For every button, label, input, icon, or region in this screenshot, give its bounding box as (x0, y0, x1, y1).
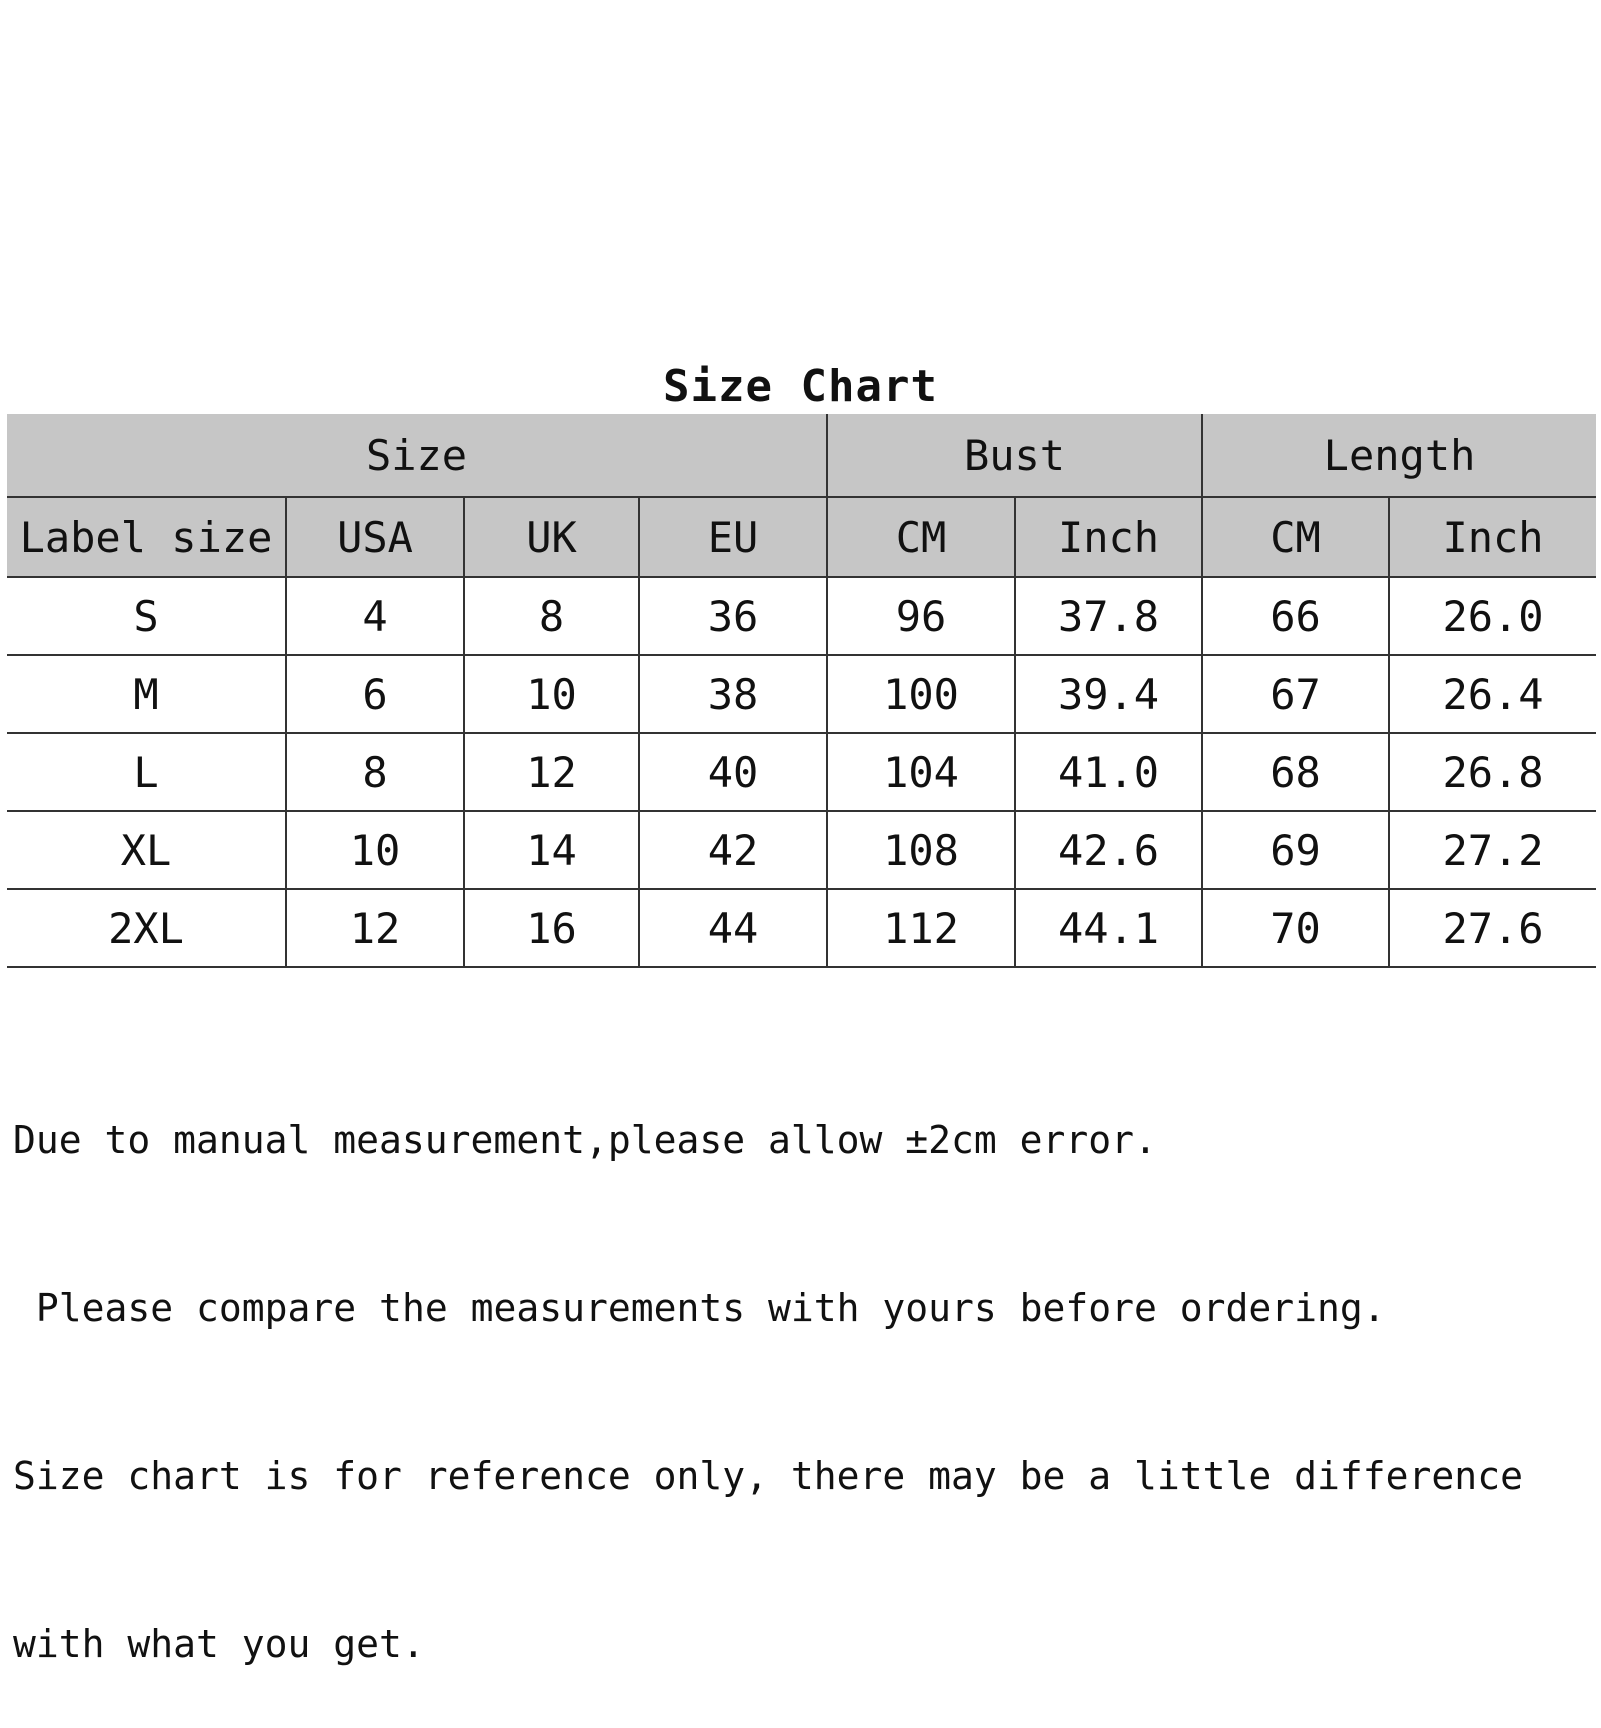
cell-bust-inch: 44.1 (1015, 889, 1202, 967)
cell-eu: 42 (639, 811, 827, 889)
group-header-bust: Bust (827, 414, 1202, 497)
column-header-row (7, 497, 1596, 577)
cell-bust-cm: 104 (827, 733, 1015, 811)
cell-length-inch: 26.4 (1389, 655, 1596, 733)
cell-length-cm: 67 (1202, 655, 1389, 733)
cell-length-cm: 66 (1202, 577, 1389, 655)
page-title: Size Chart (663, 361, 938, 412)
cell-length-inch: 26.0 (1389, 577, 1596, 655)
cell-usa: 4 (286, 577, 464, 655)
cell-bust-cm: 100 (827, 655, 1015, 733)
cell-eu: 40 (639, 733, 827, 811)
cell-eu: 38 (639, 655, 827, 733)
cell-label-size: 2XL (7, 889, 286, 967)
column-header-uk: UK (464, 497, 639, 577)
column-header-length-inch: Inch (1389, 497, 1596, 577)
cell-usa: 8 (286, 733, 464, 811)
cell-length-cm: 70 (1202, 889, 1389, 967)
note-line: Size chart is for reference only, there may be a little difference (13, 1454, 1523, 1498)
cell-bust-cm: 108 (827, 811, 1015, 889)
cell-label-size: M (7, 655, 286, 733)
table-row (7, 733, 1596, 811)
table-row (7, 811, 1596, 889)
table-row (7, 577, 1596, 655)
cell-bust-cm: 96 (827, 577, 1015, 655)
cell-uk: 12 (464, 733, 639, 811)
cell-usa: 10 (286, 811, 464, 889)
cell-uk: 14 (464, 811, 639, 889)
cell-usa: 6 (286, 655, 464, 733)
measurement-notes (13, 1000, 1588, 1728)
cell-label-size: XL (7, 811, 286, 889)
cell-usa: 12 (286, 889, 464, 967)
cell-length-inch: 27.6 (1389, 889, 1596, 967)
note-line: with what you get. (13, 1622, 425, 1666)
cell-bust-inch: 41.0 (1015, 733, 1202, 811)
cell-bust-inch: 39.4 (1015, 655, 1202, 733)
cell-length-inch: 27.2 (1389, 811, 1596, 889)
group-header-row (7, 414, 1596, 497)
cell-length-cm: 69 (1202, 811, 1389, 889)
table-row (7, 889, 1596, 967)
cell-label-size: L (7, 733, 286, 811)
cell-bust-inch: 42.6 (1015, 811, 1202, 889)
cell-uk: 10 (464, 655, 639, 733)
cell-eu: 44 (639, 889, 827, 967)
cell-length-inch: 26.8 (1389, 733, 1596, 811)
table-row (7, 655, 1596, 733)
column-header-eu: EU (639, 497, 827, 577)
cell-bust-cm: 112 (827, 889, 1015, 967)
group-header-size: Size (7, 414, 827, 497)
column-header-usa: USA (286, 497, 464, 577)
note-line: Due to manual measurement,please allow ±2cm error. (13, 1118, 1157, 1162)
cell-uk: 16 (464, 889, 639, 967)
cell-label-size: S (7, 577, 286, 655)
cell-length-cm: 68 (1202, 733, 1389, 811)
size-chart-table (7, 414, 1596, 968)
column-header-label-size: Label size (7, 497, 286, 577)
cell-uk: 8 (464, 577, 639, 655)
note-line: Please compare the measurements with yours before ordering. (13, 1286, 1386, 1330)
column-header-length-cm: CM (1202, 497, 1389, 577)
column-header-bust-cm: CM (827, 497, 1015, 577)
cell-bust-inch: 37.8 (1015, 577, 1202, 655)
group-header-length: Length (1202, 414, 1596, 497)
cell-eu: 36 (639, 577, 827, 655)
column-header-bust-inch: Inch (1015, 497, 1202, 577)
